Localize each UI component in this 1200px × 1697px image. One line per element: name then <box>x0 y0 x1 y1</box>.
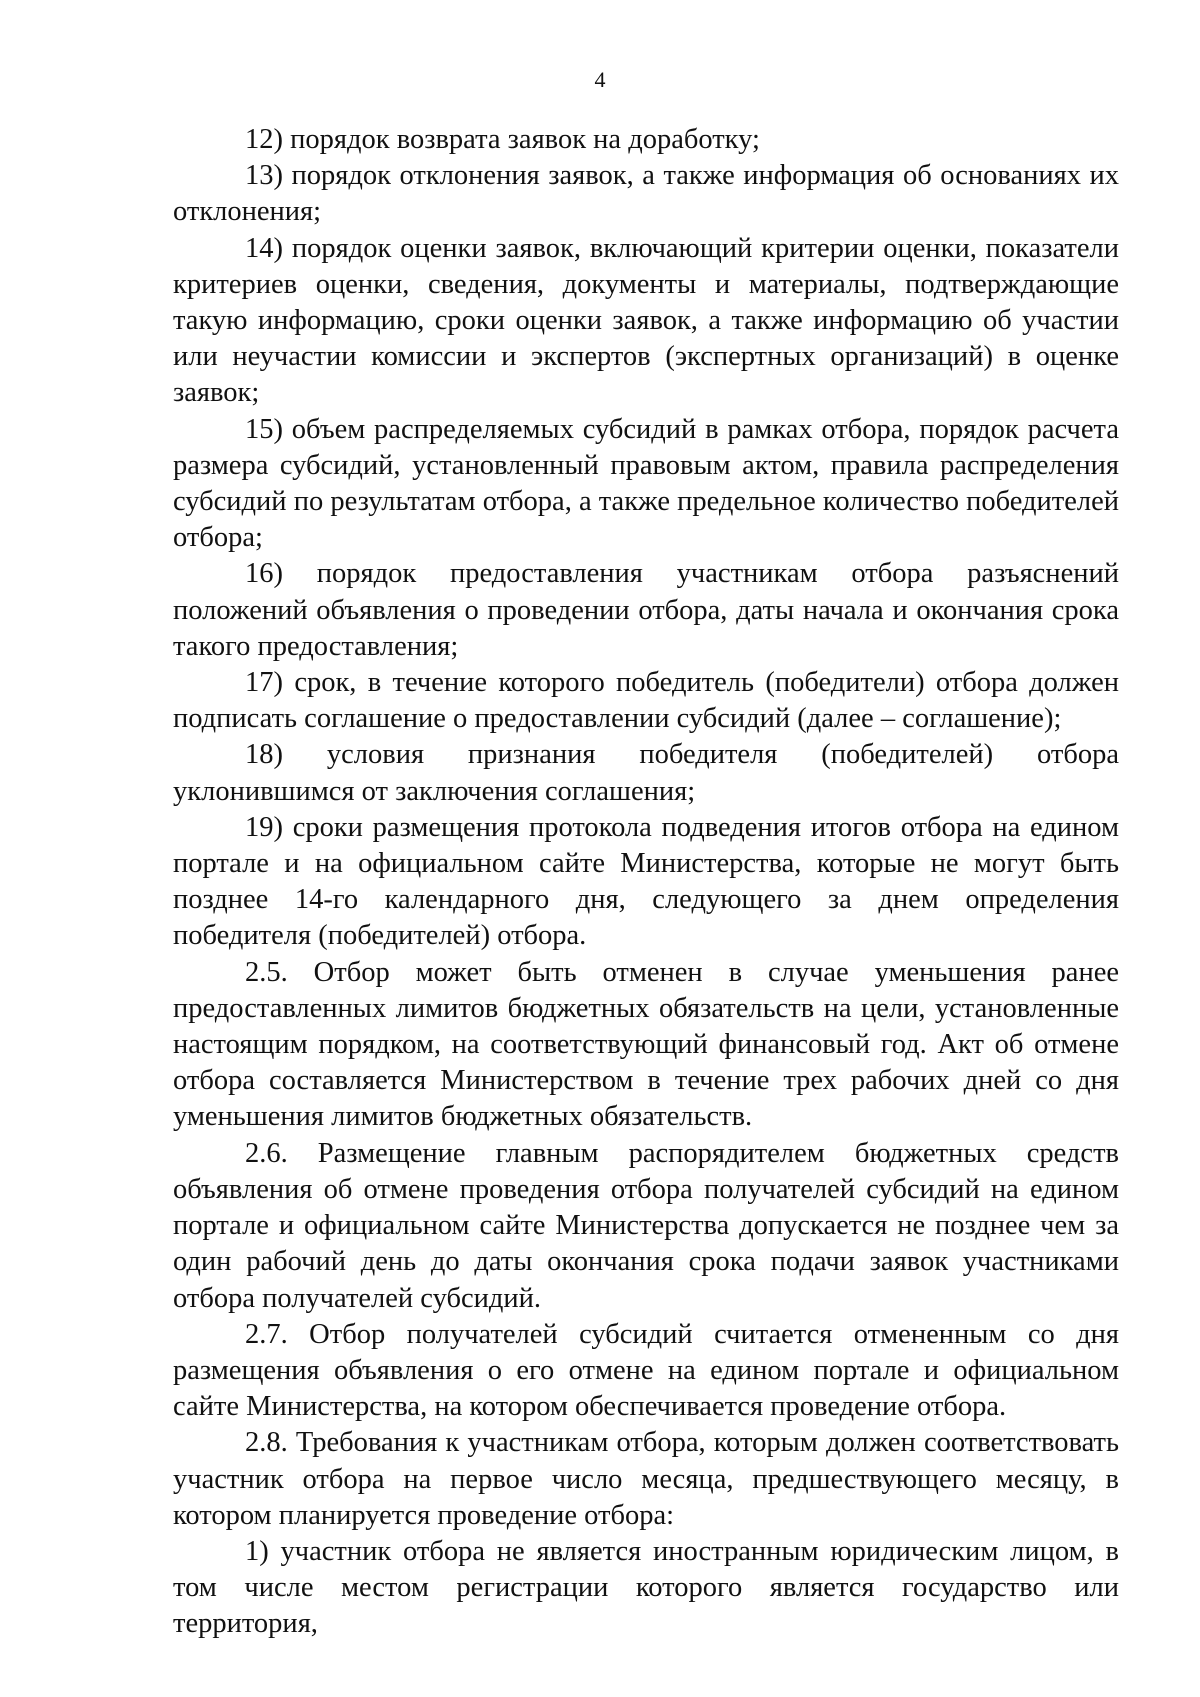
paragraph-item-13: 13) порядок отклонения заявок, а также информация об основаниях их отклонения; <box>173 160 1119 228</box>
document-body <box>173 122 1119 1643</box>
paragraph-item-14: 14) порядок оценки заявок, включающий критерии оценки, показатели критериев оценки, сведения, документы и материалы, подтверждающие такую информацию, сроки оценки заявок, а также информацию об участии или неучастии комиссии и экспертов (экспертных организаций) в оценке заявок; <box>173 232 1119 409</box>
paragraph-item-19: 19) сроки размещения протокола подведения итогов отбора на едином портале и на официальном сайте Министерства, которые не могут быть позднее 14-го календарного дня, следующего за днем определения победителя (победителей) отбора. <box>173 811 1119 952</box>
paragraph-section-2-5: 2.5. Отбор может быть отменен в случае уменьшения ранее предоставленных лимитов бюджетных обязательств на цели, установленные настоящим порядком, на соответствующий финансовый год. Акт об отмене отбора составляется Министерством в течение трех рабочих дней со дня уменьшения лимитов бюджетных обязательств. <box>173 956 1119 1133</box>
paragraph-section-2-7: 2.7. Отбор получателей субсидий считается отмененным со дня размещения объявления о его отмене на едином портале и официальном сайте Министерства, на котором обеспечивается проведение отбора. <box>173 1318 1119 1423</box>
paragraph-item-12: 12) порядок возврата заявок на доработку; <box>245 124 760 155</box>
paragraph-item-15: 15) объем распределяемых субсидий в рамках отбора, порядок расчета размера субсидий, установленный правовым актом, правила распределения субсидий по результатам отбора, а также предельное количество победителей отбора; <box>173 413 1119 554</box>
paragraph-item-17: 17) срок, в течение которого победитель (победители) отбора должен подписать соглашение о предоставлении субсидий (далее – соглашение); <box>173 667 1119 735</box>
paragraph-item-18: 18) условия признания победителя (победителей) отбора уклонившимся от заключения соглашения; <box>173 739 1119 807</box>
paragraph-section-2-6: 2.6. Размещение главным распорядителем бюджетных средств объявления об отмене проведения отбора получателей субсидий на едином портале и официальном сайте Министерства допускается не позднее чем за один рабочий день до даты окончания срока подачи заявок участниками отбора получателей субсидий. <box>173 1137 1119 1314</box>
page-number: 4 <box>594 67 606 92</box>
paragraph-requirement-1: 1) участник отбора не является иностранным юридическим лицом, в том числе местом регистрации которого является государство или территория, <box>173 1535 1119 1640</box>
paragraph-section-2-8: 2.8. Требования к участникам отбора, которым должен соответствовать участник отбора на первое число месяца, предшествующего месяцу, в котором планируется проведение отбора: <box>173 1427 1119 1531</box>
paragraph-item-16: 16) порядок предоставления участникам отбора разъяснений положений объявления о проведении отбора, даты начала и окончания срока такого предоставления; <box>173 558 1119 662</box>
